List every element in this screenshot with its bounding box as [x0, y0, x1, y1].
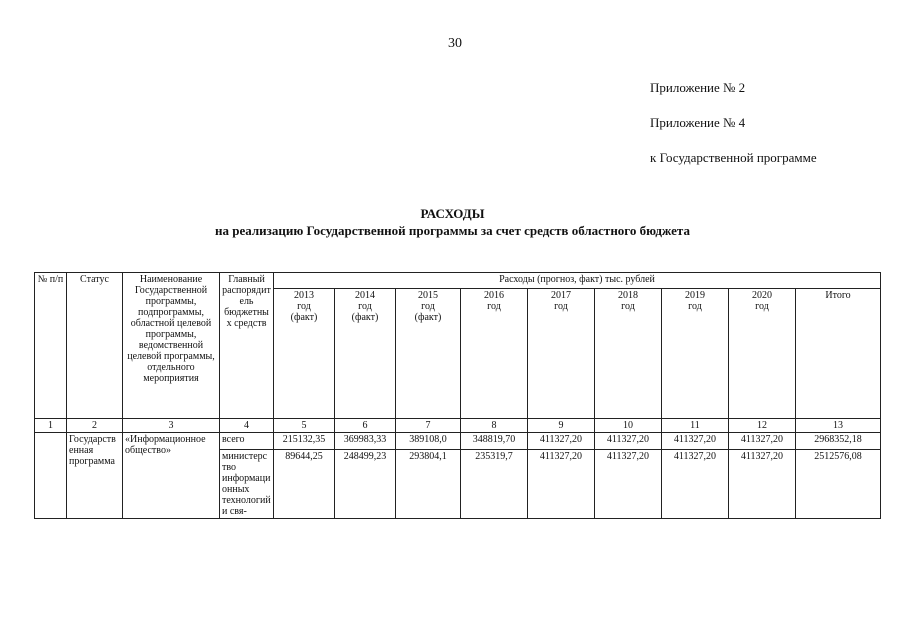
- expenses-table: [34, 272, 881, 519]
- cell-value: 411327,20: [528, 433, 595, 450]
- row-num: [35, 433, 67, 519]
- document-subtitle: на реализацию Государственной программы за счет средств областного бюджета: [215, 223, 690, 238]
- header-year-2019: 2019 год: [662, 289, 729, 419]
- cell-value: 411327,20: [729, 450, 796, 519]
- cell-value: 411327,20: [595, 450, 662, 519]
- appendix-line-2: Приложение № 4: [650, 115, 746, 130]
- header-num: № п/п: [35, 273, 67, 419]
- column-number: 12: [729, 419, 796, 433]
- cell-value: 215132,35: [274, 433, 335, 450]
- column-number: 10: [595, 419, 662, 433]
- cell-value: 369983,33: [335, 433, 396, 450]
- column-number: 11: [662, 419, 729, 433]
- header-year-2017: 2017 год: [528, 289, 595, 419]
- header-year-2014: 2014 год (факт): [335, 289, 396, 419]
- table-row: [35, 433, 881, 450]
- row-status: Государственная программа: [67, 433, 123, 519]
- column-number: 2: [67, 419, 123, 433]
- column-number-row: [35, 419, 881, 433]
- cell-value: 411327,20: [595, 433, 662, 450]
- column-number: 4: [220, 419, 274, 433]
- header-row-top: [35, 273, 881, 289]
- appendix-line-1: Приложение № 2: [650, 80, 746, 95]
- column-number: 5: [274, 419, 335, 433]
- cell-value: 411327,20: [528, 450, 595, 519]
- column-number: 7: [396, 419, 461, 433]
- column-number: 1: [35, 419, 67, 433]
- row-name: «Информационное общество»: [123, 433, 220, 519]
- header-year-2016: 2016 год: [461, 289, 528, 419]
- column-number: 3: [123, 419, 220, 433]
- cell-value: 248499,23: [335, 450, 396, 519]
- cell-value: 235319,7: [461, 450, 528, 519]
- row-manager: всего: [220, 433, 274, 450]
- header-year-2018: 2018 год: [595, 289, 662, 419]
- page-number: 30: [448, 36, 462, 51]
- header-year-2020: 2020 год: [729, 289, 796, 419]
- header-name: Наименование Государственной программы, подпрограммы, областной целевой программы, ведомственной целевой программы, отдельного мероприятия: [123, 273, 220, 419]
- cell-total: 2968352,18: [796, 433, 881, 450]
- cell-value: 389108,0: [396, 433, 461, 450]
- document-title: РАСХОДЫ: [420, 206, 485, 221]
- header-total: Итого: [796, 289, 881, 419]
- appendix-line-3: к Государственной программе: [650, 150, 817, 165]
- cell-value: 411327,20: [662, 433, 729, 450]
- header-year-2013: 2013 год (факт): [274, 289, 335, 419]
- header-expenses: Расходы (прогноз, факт) тыс. рублей: [274, 273, 881, 289]
- column-number: 6: [335, 419, 396, 433]
- column-number: 13: [796, 419, 881, 433]
- header-year-2015: 2015 год (факт): [396, 289, 461, 419]
- cell-value: 411327,20: [662, 450, 729, 519]
- column-number: 9: [528, 419, 595, 433]
- header-status: Статус: [67, 273, 123, 419]
- cell-total: 2512576,08: [796, 450, 881, 519]
- header-manager: Главный распорядитель бюджетных средств: [220, 273, 274, 419]
- cell-value: 348819,70: [461, 433, 528, 450]
- cell-value: 293804,1: [396, 450, 461, 519]
- row-manager: министерство информационных технологий и свя-: [220, 450, 274, 519]
- cell-value: 411327,20: [729, 433, 796, 450]
- cell-value: 89644,25: [274, 450, 335, 519]
- column-number: 8: [461, 419, 528, 433]
